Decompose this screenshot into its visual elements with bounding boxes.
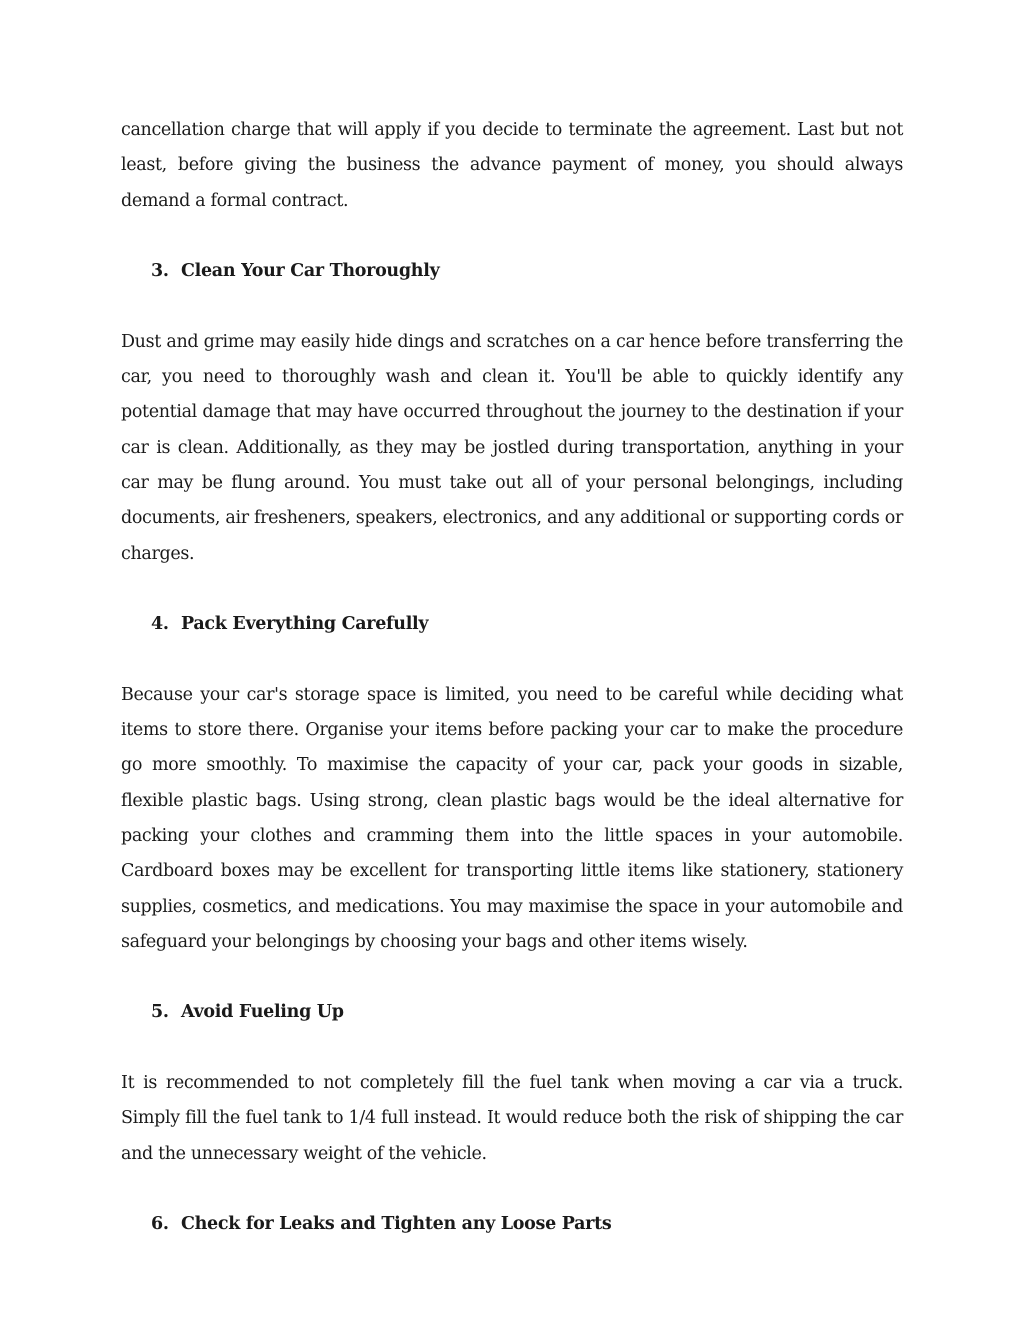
heading-check-leaks xyxy=(121,1207,903,1242)
heading-pack-everything xyxy=(121,607,903,642)
paragraph-pack: Because your car's storage space is limited, you need to be careful while deciding what items to store there. Organise your items before packing your car to make the procedure go more smoothly. To maximise the capacity of your car, pack your goods in sizable, flexible plastic bags. Using strong, clean plastic bags would be the ideal alternative for packing your clothes and cramming them into the little spaces in your automobile. Cardboard boxes may be excellent for transporting little items like stationery, stationery supplies, cosmetics, and medications. You may maximise the space in your automobile and safeguard your belongings by choosing your bags and other items wisely. xyxy=(121,684,903,952)
document-page xyxy=(121,113,903,1278)
heading-number: 3. xyxy=(151,261,169,282)
paragraph-intro: cancellation charge that will apply if you decide to terminate the agreement. Last but not least, before giving the business the advance payment of money, you should always demand a formal contract. xyxy=(121,120,903,211)
paragraph-clean: Dust and grime may easily hide dings and scratches on a car hence before transferring the car, you need to thoroughly wash and clean it. You'll be able to quickly identify any potential damage that may have occurred throughout the journey to the destination if your car is clean. Additionally, as they may be jostled during transportation, anything in your car may be flung around. You must take out all of your personal belongings, including documents, air fresheners, speakers, electronics, and any additional or supporting cords or charges. xyxy=(121,331,903,564)
heading-title: Clean Your Car Thoroughly xyxy=(181,261,440,282)
heading-number: 6. xyxy=(151,1214,169,1235)
heading-title: Pack Everything Carefully xyxy=(181,614,429,635)
heading-title: Avoid Fueling Up xyxy=(181,1002,344,1023)
heading-title: Check for Leaks and Tighten any Loose Parts xyxy=(181,1214,612,1235)
heading-number: 5. xyxy=(151,1002,169,1023)
heading-clean-your-car xyxy=(121,254,903,289)
paragraph-fuel: It is recommended to not completely fill the fuel tank when moving a car via a truck. Simply fill the fuel tank to 1/4 full instead. It would reduce both the risk of shipping the car and the unnecessary weight of the vehicle. xyxy=(121,1073,903,1164)
heading-avoid-fueling xyxy=(121,995,903,1030)
heading-number: 4. xyxy=(151,614,169,635)
